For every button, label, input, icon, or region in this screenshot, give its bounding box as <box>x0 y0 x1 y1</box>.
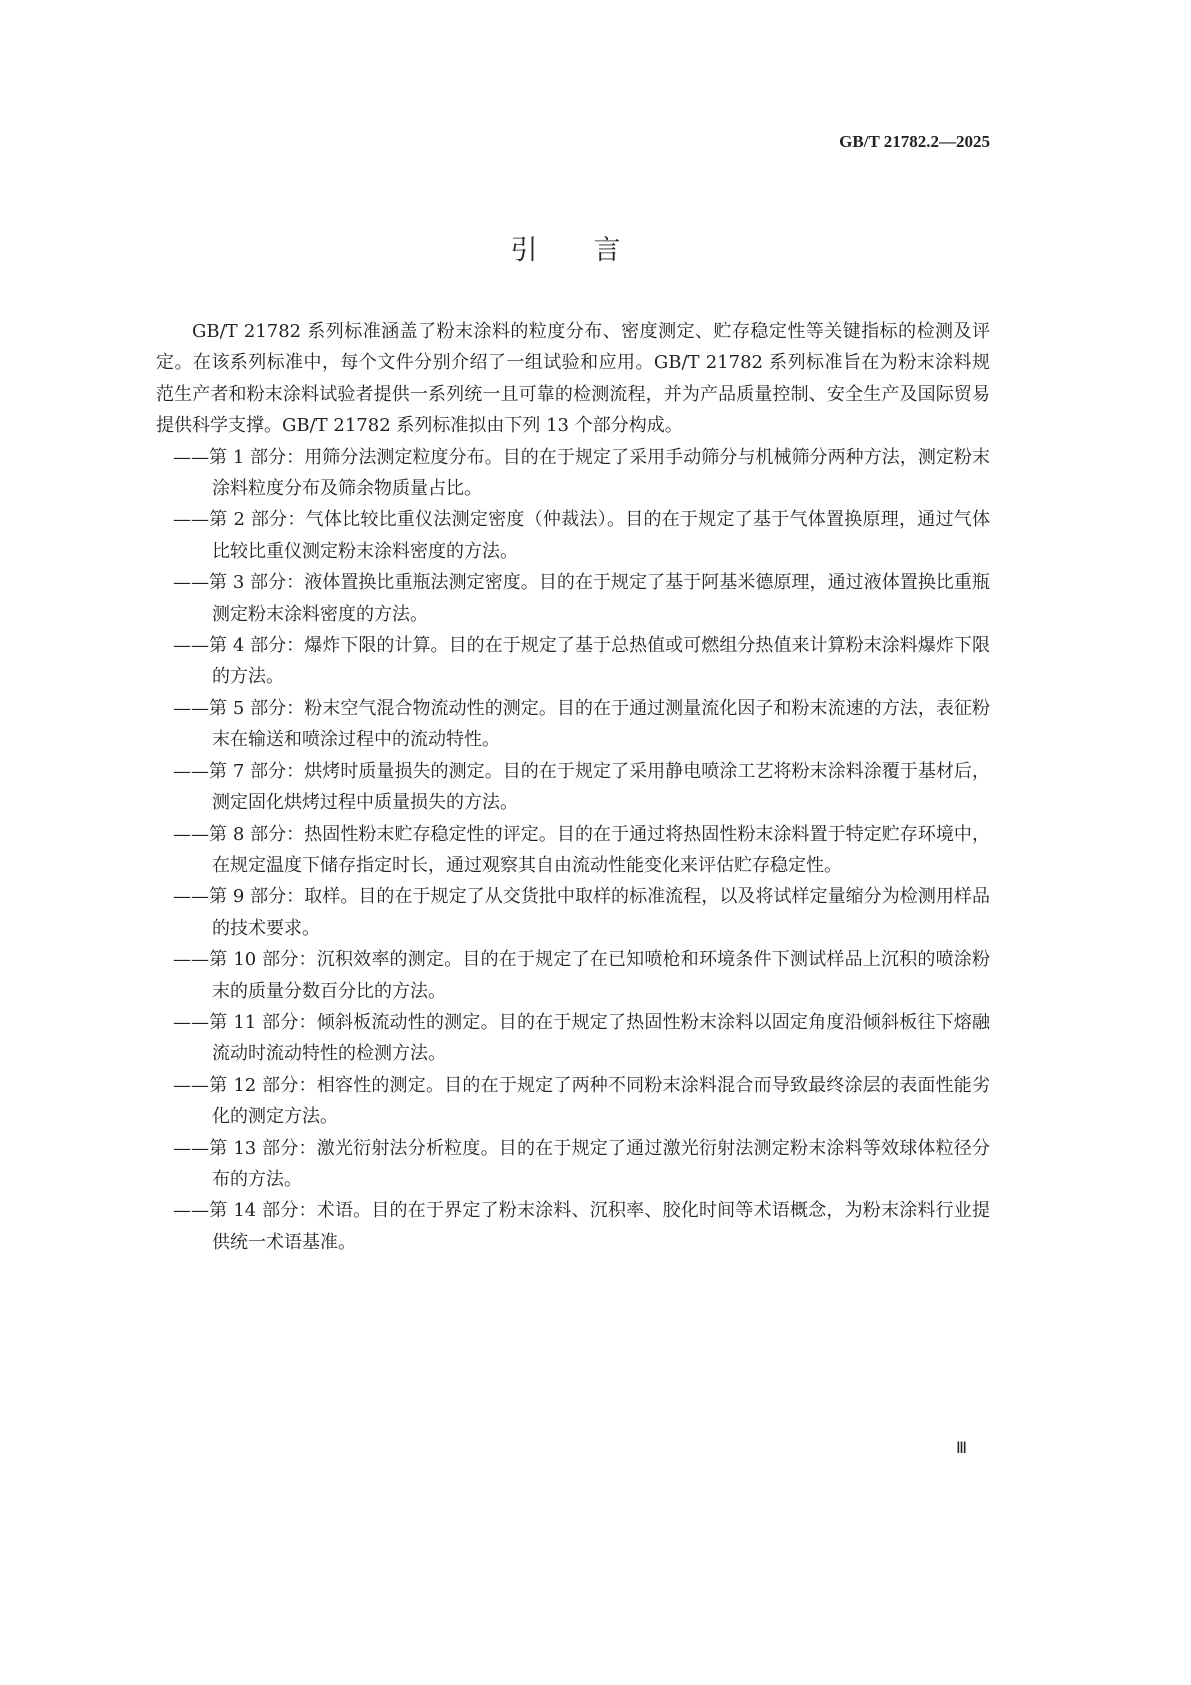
list-item: ——第 8 部分：热固性粉末贮存稳定性的评定。目的在于通过将热固性粉末涂料置于特定贮存环境中，在规定温度下储存指定时长，通过观察其自由流动性能变化来评估贮存稳定性。 <box>173 823 990 876</box>
page-number: Ⅲ <box>956 1440 968 1457</box>
list-item: ——第 14 部分：术语。目的在于界定了粉末涂料、沉积率、胶化时间等术语概念，为粉末涂料行业提供统一术语基准。 <box>173 1200 990 1253</box>
standard-number: GB/T 21782.2—2025 <box>839 132 990 151</box>
list-item: ——第 5 部分：粉末空气混合物流动性的测定。目的在于通过测量流化因子和粉末流速的方法，表征粉末在输送和喷涂过程中的流动特性。 <box>173 697 990 751</box>
intro-paragraph: GB/T 21782 系列标准涵盖了粉末涂料的粒度分布、密度测定、贮存稳定性等关键指标的检测及评定。在该系列标准中，每个文件分别介绍了一组试验和应用。GB/T 21782 系列标准旨在为粉末涂料规范生产者和粉末涂料试验者提供一系列统一且可靠的检测流程，并为产品质量控制、安全生产及国际贸易提供科学支撑。GB/T 21782 系列标准拟由下列 13 个部分构成。 <box>156 321 990 437</box>
list-item: ——第 12 部分：相容性的测定。目的在于规定了两种不同粉末涂料混合而导致最终涂层的表面性能劣化的测定方法。 <box>173 1074 990 1128</box>
document-body <box>156 316 990 1258</box>
list-item: ——第 2 部分：气体比较比重仪法测定密度（仲裁法）。目的在于规定了基于气体置换原理，通过气体比较比重仪测定粉末涂料密度的方法。 <box>173 509 990 562</box>
list-item: ——第 10 部分：沉积效率的测定。目的在于规定了在已知喷枪和环境条件下测试样品上沉积的喷涂粉末的质量分数百分比的方法。 <box>173 949 990 1002</box>
list-item: ——第 4 部分：爆炸下限的计算。目的在于规定了基于总热值或可燃组分热值来计算粉末涂料爆炸下限的方法。 <box>173 635 990 688</box>
page-title: 引言 <box>510 235 677 266</box>
list-item: ——第 3 部分：液体置换比重瓶法测定密度。目的在于规定了基于阿基米德原理，通过液体置换比重瓶测定粉末涂料密度的方法。 <box>173 572 990 625</box>
list-item: ——第 7 部分：烘烤时质量损失的测定。目的在于规定了采用静电喷涂工艺将粉末涂料涂覆于基材后，测定固化烘烤过程中质量损失的方法。 <box>173 760 990 814</box>
list-item: ——第 9 部分：取样。目的在于规定了从交货批中取样的标准流程，以及将试样定量缩分为检测用样品的技术要求。 <box>173 886 990 939</box>
list-item: ——第 11 部分：倾斜板流动性的测定。目的在于规定了热固性粉末涂料以固定角度沿倾斜板往下熔融流动时流动特性的检测方法。 <box>173 1011 990 1065</box>
list-item: ——第 13 部分：激光衍射法分析粒度。目的在于规定了通过激光衍射法测定粉末涂料等效球体粒径分布的方法。 <box>173 1137 990 1190</box>
list-item: ——第 1 部分：用筛分法测定粒度分布。目的在于规定了采用手动筛分与机械筛分两种方法，测定粉末涂料粒度分布及筛余物质量占比。 <box>173 446 990 500</box>
